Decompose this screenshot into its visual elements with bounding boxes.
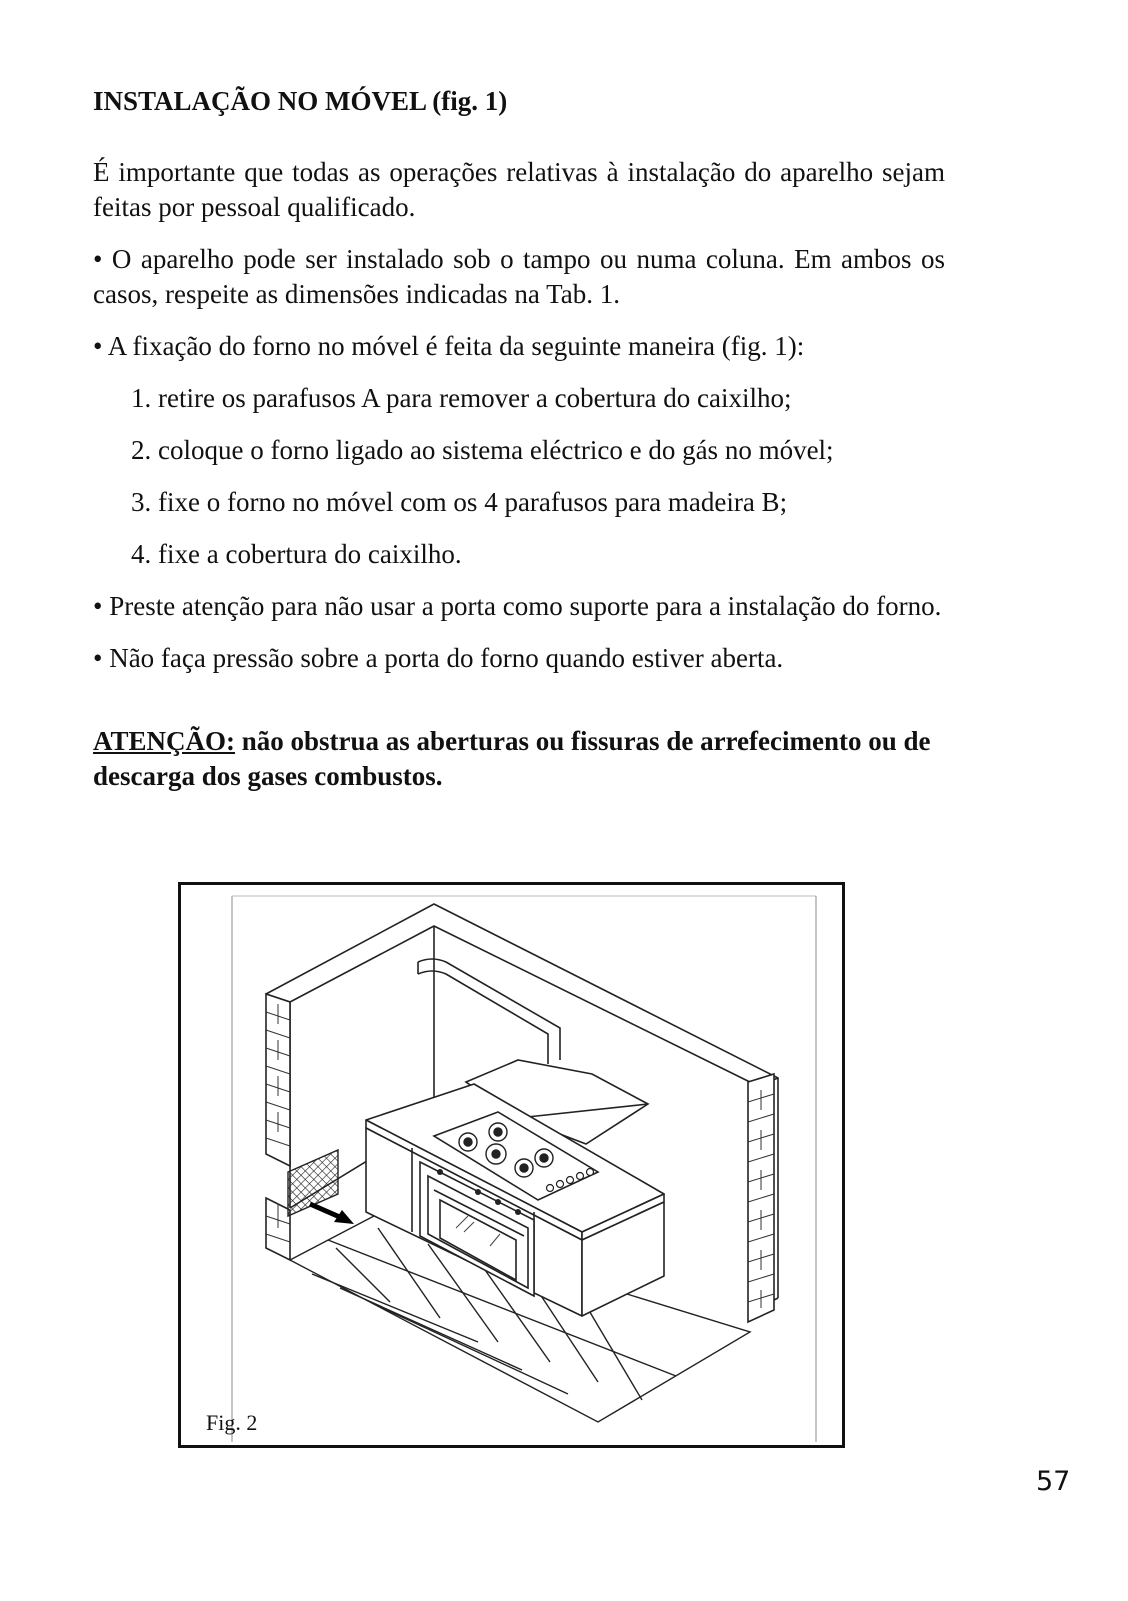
page-content [93,84,945,794]
figure-2 [178,882,845,1448]
fixing-step: 2. coloque o forno ligado ao sistema eléctrico e do gás no móvel; [131,435,834,465]
fixing-step: 3. fixe o forno no móvel com os 4 parafusos para madeira B; [131,487,788,517]
bullet-door-support: • Preste atenção para não usar a porta como suporte para a instalação do forno. [93,591,942,621]
bullet-fixing-method: • A fixação do forno no móvel é feita da seguinte maneira (fig. 1): [93,331,805,361]
section-heading: INSTALAÇÃO NO MÓVEL (fig. 1) [93,86,508,116]
kitchen-installation-illustration [178,882,845,1448]
bullet-installation-options: • O aparelho pode ser instalado sob o tampo ou numa coluna. Em ambos os casos, respeite as dimensões indicadas na Tab. 1. [93,244,945,309]
fixing-step: 4. fixe a cobertura do caixilho. [131,539,462,569]
bullet-door-pressure: • Não faça pressão sobre a porta do forno quando estiver aberta. [93,643,784,673]
fixing-step: 1. retire os parafusos A para remover a cobertura do caixilho; [131,383,792,413]
fixing-steps-list [93,381,945,572]
page-number: 57 [1036,1466,1071,1497]
warning-note [93,724,945,794]
warning-text: não obstrua as aberturas ou fissuras de arrefecimento ou de descarga dos gases combustos. [93,726,931,791]
figure-caption: Fig. 2 [206,1410,258,1435]
warning-label: ATENÇÃO: [93,726,236,756]
intro-paragraph: É importante que todas as operações relativas à instalação do aparelho sejam feitas por pessoal qualificado. [93,157,945,222]
